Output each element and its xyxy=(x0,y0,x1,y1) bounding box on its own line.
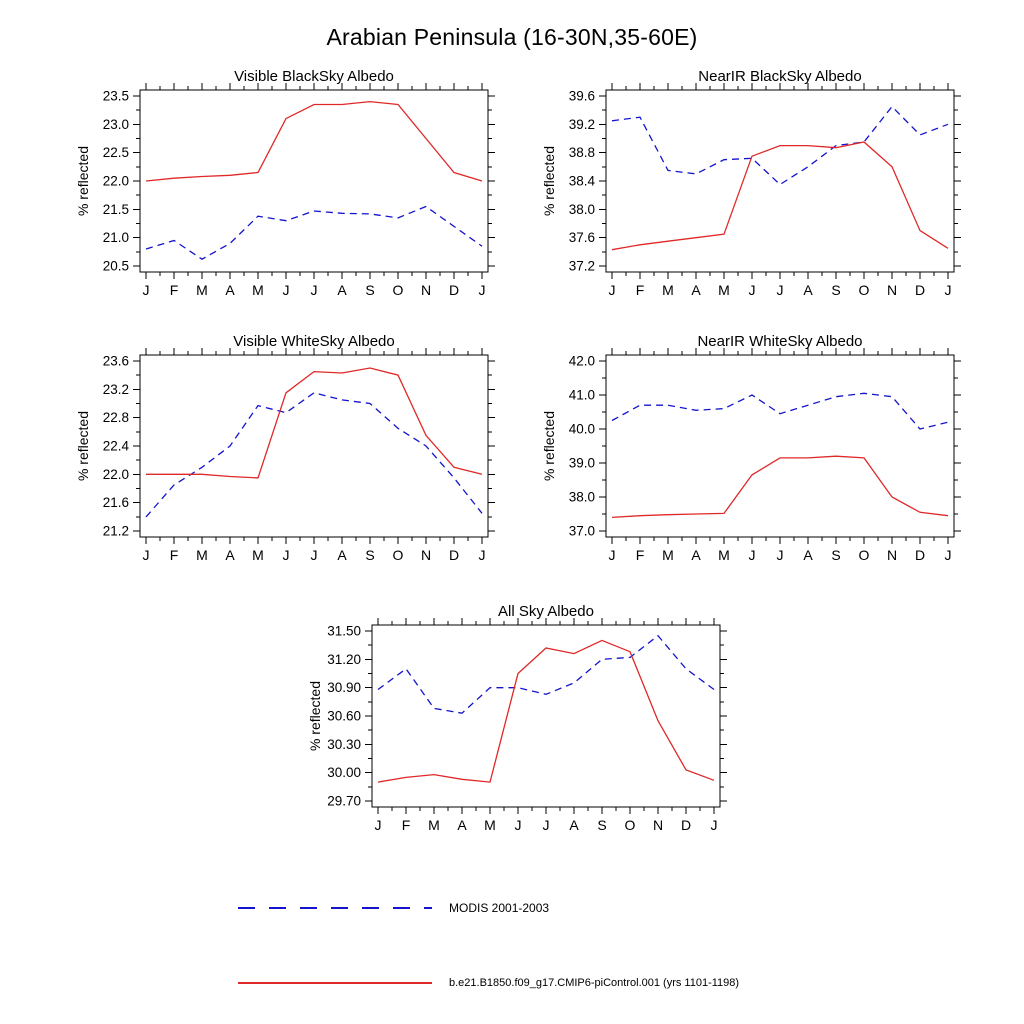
x-tick-label: M xyxy=(196,282,208,298)
x-tick-label: S xyxy=(365,282,375,298)
x-tick-label: J xyxy=(310,282,318,298)
x-tick-label: M xyxy=(196,547,208,563)
chart-visible-blacksky-albedo xyxy=(75,68,495,298)
y-tick-label: 30.00 xyxy=(327,765,361,781)
y-tick-label: 38.8 xyxy=(568,145,595,161)
x-tick-label: D xyxy=(448,547,460,563)
x-tick-label: J xyxy=(776,282,784,298)
subplot-title: Visible BlackSky Albedo xyxy=(234,68,394,85)
plot-border xyxy=(140,90,488,272)
model-legend-label: b.e21.B1850.f09_g17.CMIP6-piControl.001 (yrs 1101-1198) xyxy=(449,977,740,989)
chart-all-sky-albedo xyxy=(307,603,727,833)
x-tick-label: J xyxy=(478,282,486,298)
x-tick-label: A xyxy=(803,547,813,563)
x-tick-label: A xyxy=(225,282,235,298)
x-tick-label: A xyxy=(803,282,813,298)
model-solid-line-sample xyxy=(238,982,432,984)
x-tick-label: S xyxy=(365,547,375,563)
plot-border xyxy=(606,355,954,537)
series-model xyxy=(378,640,714,782)
x-tick-label: A xyxy=(225,547,235,563)
x-tick-label: M xyxy=(428,817,440,833)
series-modis xyxy=(378,636,714,714)
y-tick-label: 37.2 xyxy=(568,258,595,274)
series-modis xyxy=(612,393,948,429)
x-tick-label: J xyxy=(748,547,756,563)
x-tick-label: N xyxy=(420,282,432,298)
x-tick-label: S xyxy=(597,817,607,833)
plot-border xyxy=(372,625,720,807)
figure-title: Arabian Peninsula (16-30N,35-60E) xyxy=(326,24,698,50)
y-tick-label: 23.5 xyxy=(102,88,129,104)
x-tick-label: O xyxy=(858,547,870,563)
modis-legend-label: MODIS 2001-2003 xyxy=(449,901,550,915)
x-tick-label: A xyxy=(691,282,701,298)
x-tick-label: O xyxy=(392,547,404,563)
y-tick-label: 30.90 xyxy=(327,680,361,696)
x-tick-label: A xyxy=(457,817,467,833)
x-tick-label: J xyxy=(944,547,952,563)
y-axis-label: % reflected xyxy=(541,410,557,482)
x-tick-label: O xyxy=(858,282,870,298)
subplot-title: NearIR WhiteSky Albedo xyxy=(697,333,863,350)
y-tick-label: 31.20 xyxy=(327,651,361,667)
x-tick-label: N xyxy=(886,547,898,563)
y-tick-label: 21.2 xyxy=(102,523,129,539)
x-tick-label: F xyxy=(169,282,179,298)
series-modis xyxy=(146,207,482,260)
y-tick-label: 22.0 xyxy=(102,466,129,482)
legend-item-model xyxy=(238,977,739,989)
series-model xyxy=(146,102,482,181)
y-tick-label: 40.0 xyxy=(568,421,595,437)
y-tick-label: 21.6 xyxy=(102,495,129,511)
legend-item-modis xyxy=(238,901,549,915)
y-tick-label: 38.0 xyxy=(568,489,595,505)
y-tick-label: 23.0 xyxy=(102,116,129,132)
y-tick-label: 30.30 xyxy=(327,736,361,752)
y-tick-label: 20.5 xyxy=(102,258,129,274)
x-tick-label: J xyxy=(776,547,784,563)
x-tick-label: M xyxy=(718,282,730,298)
y-tick-label: 22.5 xyxy=(102,145,129,161)
y-tick-label: 42.0 xyxy=(568,353,595,369)
y-tick-label: 37.0 xyxy=(568,523,595,539)
x-tick-label: J xyxy=(142,547,150,563)
x-tick-label: A xyxy=(569,817,579,833)
x-tick-label: F xyxy=(169,547,179,563)
x-tick-label: J xyxy=(608,282,616,298)
x-tick-label: M xyxy=(252,282,264,298)
y-tick-label: 39.0 xyxy=(568,455,595,471)
chart-visible-whitesky-albedo xyxy=(75,333,495,563)
chart-nearir-blacksky-albedo xyxy=(541,68,961,298)
subplot-title: All Sky Albedo xyxy=(498,603,594,620)
x-tick-label: J xyxy=(608,547,616,563)
x-tick-label: D xyxy=(448,282,460,298)
x-tick-label: J xyxy=(282,282,290,298)
x-tick-label: A xyxy=(691,547,701,563)
y-axis-label: % reflected xyxy=(307,680,323,752)
x-tick-label: J xyxy=(710,817,718,833)
x-tick-label: S xyxy=(831,547,841,563)
x-tick-label: N xyxy=(652,817,664,833)
y-tick-label: 22.0 xyxy=(102,173,129,189)
x-tick-label: J xyxy=(142,282,150,298)
x-tick-label: M xyxy=(484,817,496,833)
x-tick-label: J xyxy=(478,547,486,563)
x-tick-label: J xyxy=(310,547,318,563)
x-tick-label: S xyxy=(831,282,841,298)
x-tick-label: J xyxy=(748,282,756,298)
y-tick-label: 39.6 xyxy=(568,88,595,104)
series-model xyxy=(146,368,482,478)
x-tick-label: F xyxy=(401,817,411,833)
x-tick-label: O xyxy=(392,282,404,298)
series-model xyxy=(612,456,948,517)
subplot-title: Visible WhiteSky Albedo xyxy=(233,333,395,350)
x-tick-label: A xyxy=(337,547,347,563)
y-tick-label: 29.70 xyxy=(327,793,361,809)
x-tick-label: D xyxy=(680,817,692,833)
y-tick-label: 22.8 xyxy=(102,410,129,426)
x-tick-label: J xyxy=(374,817,382,833)
y-tick-label: 37.6 xyxy=(568,230,595,246)
x-tick-label: J xyxy=(944,282,952,298)
x-tick-label: F xyxy=(635,547,645,563)
plot-border xyxy=(606,90,954,272)
y-tick-label: 21.0 xyxy=(102,230,129,246)
series-modis xyxy=(146,393,482,517)
x-tick-label: F xyxy=(635,282,645,298)
modis-dashed-line-sample xyxy=(238,907,432,909)
x-tick-label: J xyxy=(542,817,550,833)
subplot-title: NearIR BlackSky Albedo xyxy=(698,68,862,85)
y-tick-label: 21.5 xyxy=(102,201,129,217)
y-tick-label: 23.2 xyxy=(102,381,129,397)
x-tick-label: J xyxy=(282,547,290,563)
chart-nearir-whitesky-albedo xyxy=(541,333,961,563)
x-tick-label: N xyxy=(420,547,432,563)
series-model xyxy=(612,142,948,250)
y-tick-label: 41.0 xyxy=(568,387,595,403)
y-tick-label: 31.50 xyxy=(327,623,361,639)
x-tick-label: M xyxy=(718,547,730,563)
y-axis-label: % reflected xyxy=(541,145,557,217)
y-axis-label: % reflected xyxy=(75,145,91,217)
x-tick-label: O xyxy=(624,817,636,833)
y-tick-label: 39.2 xyxy=(568,116,595,132)
x-tick-label: N xyxy=(886,282,898,298)
y-tick-label: 23.6 xyxy=(102,353,129,369)
y-tick-label: 38.4 xyxy=(568,173,595,189)
x-tick-label: M xyxy=(662,282,674,298)
y-tick-label: 30.60 xyxy=(327,708,361,724)
y-axis-label: % reflected xyxy=(75,410,91,482)
x-tick-label: M xyxy=(252,547,264,563)
x-tick-label: A xyxy=(337,282,347,298)
x-tick-label: J xyxy=(514,817,522,833)
x-tick-label: M xyxy=(662,547,674,563)
x-tick-label: D xyxy=(914,282,926,298)
y-tick-label: 22.4 xyxy=(102,438,129,454)
x-tick-label: D xyxy=(914,547,926,563)
y-tick-label: 38.0 xyxy=(568,201,595,217)
